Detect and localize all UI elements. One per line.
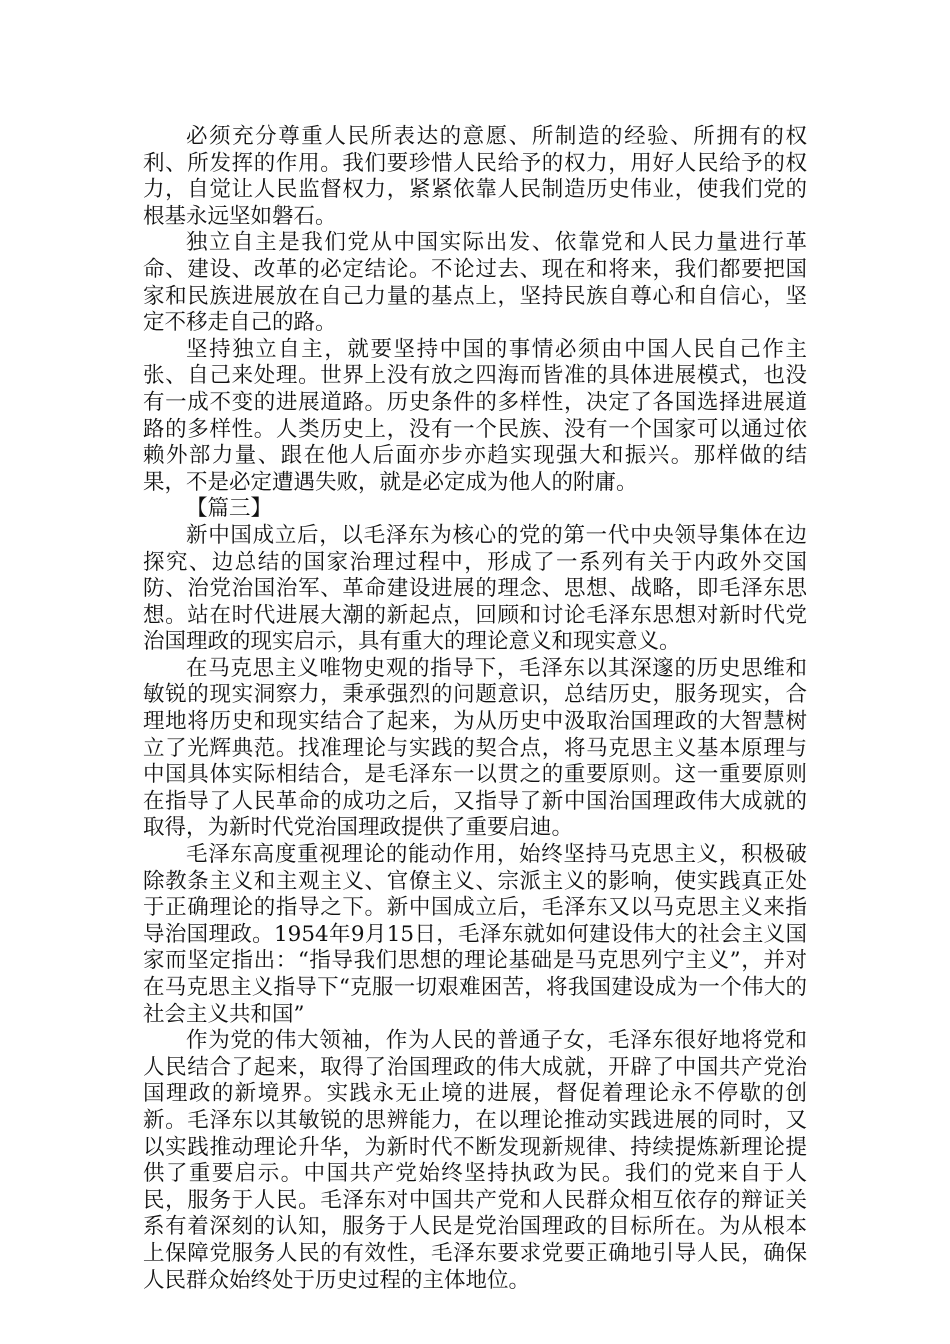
body-paragraph: 毛泽东高度重视理论的能动作用，始终坚持马克思主义，积极破除教条主义和主观主义、官僚主义、宗派主义的影响，使实践真正处于正确理论的指导之下。新中国成立后，毛泽东又以马克思主义来指导治国理政。1954年9月15日，毛泽东就如何建设伟大的社会主义国家而坚定指出：“指导我们思想的理论基础是马克思列宁主义”，并对在马克思主义指导下“克服一切艰难困苦，将我国建设成为一个伟大的社会主义共和国” <box>143 842 807 1027</box>
section-heading: 【篇三】 <box>186 496 273 522</box>
body-paragraph: 新中国成立后，以毛泽东为核心的党的第一代中央领导集体在边探究、边总结的国家治理过程中，形成了一系列有关于内政外交国防、治党治国治军、革命建设进展的理念、思想、战略，即毛泽东思想。站在时代进展大潮的新起点，回顾和讨论毛泽东思想对新时代党治国理政的现实启示，具有重大的理论意义和现实意义。 <box>143 522 807 655</box>
body-paragraph: 作为党的伟大领袖，作为人民的普通子女，毛泽东很好地将党和人民结合了起来，取得了治国理政的伟大成就，开辟了中国共产党治国理政的新境界。实践永无止境的进展，督促着理论永不停歇的创新。毛泽东以其敏锐的思辨能力，在以理论推动实践进展的同时，又以实践推动理论升华，为新时代不断发现新规律、持续提炼新理论提供了重要启示。中国共产党始终坚持执政为民。我们的党来自于人民，服务于人民。毛泽东对中国共产党和人民群众相互依存的辩证关系有着深刻的认知，服务于人民是党治国理政的目标所在。为从根本上保障党服务人民的有效性，毛泽东要求党要正确地引导人民，确保人民群众始终处于历史过程的主体地位。 <box>143 1028 807 1293</box>
body-paragraph: 在马克思主义唯物史观的指导下，毛泽东以其深邃的历史思维和敏锐的现实洞察力，秉承强烈的问题意识，总结历史，服务现实，合理地将历史和现实结合了起来，为从历史中汲取治国理政的大智慧树立了光辉典范。找准理论与实践的契合点，将马克思主义基本原理与中国具体实际相结合，是毛泽东一以贯之的重要原则。这一重要原则在指导了人民革命的成功之后，又指导了新中国治国理政伟大成就的取得，为新时代党治国理政提供了重要启迪。 <box>143 655 807 841</box>
body-paragraph: 独立自主是我们党从中国实际出发、依靠党和人民力量进行革命、建设、改革的必定结论。不论过去、现在和将来，我们都要把国家和民族进展放在自己力量的基点上，坚持民族自尊心和自信心，坚定不移走自己的路。 <box>143 230 807 336</box>
document-page <box>143 124 807 1294</box>
body-paragraph: 坚持独立自主，就要坚持中国的事情必须由中国人民自己作主张、自己来处理。世界上没有放之四海而皆准的具体进展模式，也没有一成不变的进展道路。历史条件的多样性，决定了各国选择进展道路的多样性。人类历史上，没有一个民族、没有一个国家可以通过依赖外部力量、跟在他人后面亦步亦趋实现强大和振兴。那样做的结果，不是必定遭遇失败，就是必定成为他人的附庸。 <box>143 336 807 495</box>
body-paragraph: 必须充分尊重人民所表达的意愿、所制造的经验、所拥有的权利、所发挥的作用。我们要珍惜人民给予的权力，用好人民给予的权力，自觉让人民监督权力，紧紧依靠人民制造历史伟业，使我们党的根基永远坚如磐石。 <box>143 124 807 229</box>
